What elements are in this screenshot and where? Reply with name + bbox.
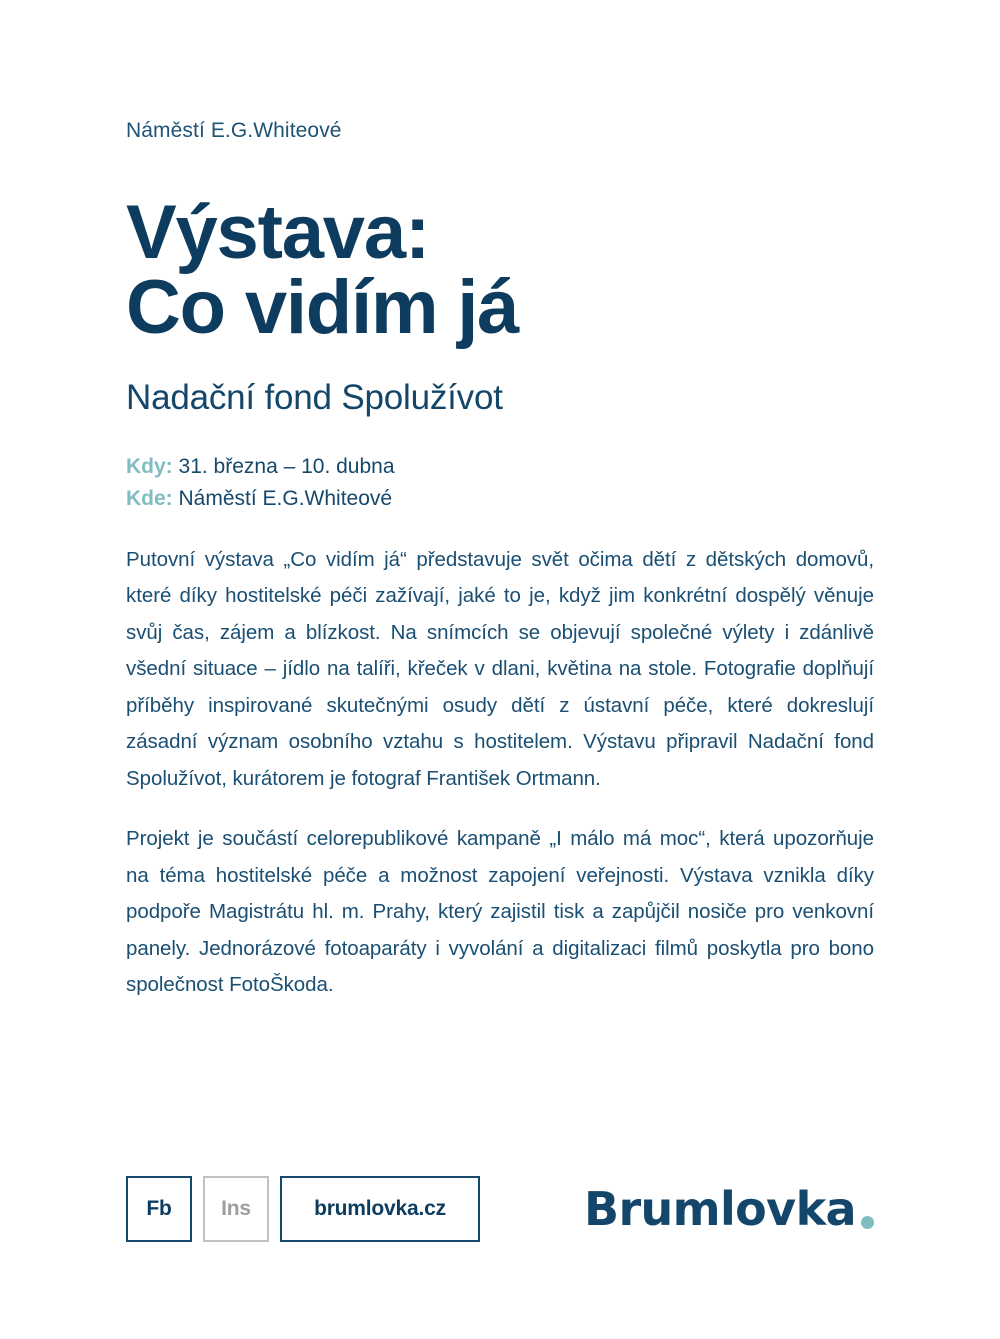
event-date-value: 31. března – 10. dubna (178, 454, 395, 478)
description-body (126, 515, 874, 1004)
page-title-line-1: Výstava: (126, 190, 430, 276)
instagram-link-button[interactable]: Ins (203, 1176, 269, 1242)
event-place-row (126, 483, 874, 515)
brumlovka-logo-wordmark: Brumlovka (583, 1182, 856, 1236)
page-title-line-2: Co vidím já (126, 265, 519, 351)
description-paragraph-1: Putovní výstava „Co vidím já“ představuje svět očima dětí z dětských domovů, které díky hostitelské péči zažívají, jaké to je, když jim konkrétní dospělý věnuje svůj čas, zájem a blízkost. Na snímcích se objevují společné výlety i zdánlivě všední situace – jídlo na talíři, křeček v dlani, květina na stole. Fotografie doplňují příběhy inspirované skutečnými osudy dětí z ústavní péče, které dokreslují zásadní význam osobního vztahu s hostitelem. Výstavu připravil Nadační fond Spolužívot, kurátorem je fotograf František Ortmann. (126, 547, 874, 790)
event-date-row (126, 451, 874, 483)
event-meta (126, 418, 874, 515)
footer (126, 1174, 874, 1244)
footer-links-group (126, 1176, 480, 1242)
event-place-value: Náměstí E.G.Whiteové (178, 486, 393, 510)
page-title (126, 143, 874, 351)
event-date-label: Kdy: (126, 454, 173, 478)
event-place-label: Kde: (126, 486, 173, 510)
website-link-button[interactable]: brumlovka.cz (280, 1176, 480, 1242)
description-paragraph-2: Projekt je součástí celorepublikové kampaně „I málo má moc“, která upozorňuje na téma hostitelské péče a možnost zapojení veřejnosti. Výstava vznikla díky podpoře Magistrátu hl. m. Prahy, který zajistil tisk a zapůjčil nosiče pro venkovní panely. Jednorázové fotoaparáty i vyvolání a digitalizaci filmů poskytla pro bono společnost FotoŠkoda. (126, 827, 874, 997)
brumlovka-logo (583, 1182, 874, 1236)
facebook-link-button[interactable]: Fb (126, 1176, 192, 1242)
organizer-subtitle: Nadační fond Spolužívot (126, 377, 503, 417)
footer-inner (126, 1174, 874, 1244)
location-eyebrow: Náměstí E.G.Whiteové (126, 119, 342, 142)
brumlovka-logo-dot-icon (861, 1216, 874, 1229)
